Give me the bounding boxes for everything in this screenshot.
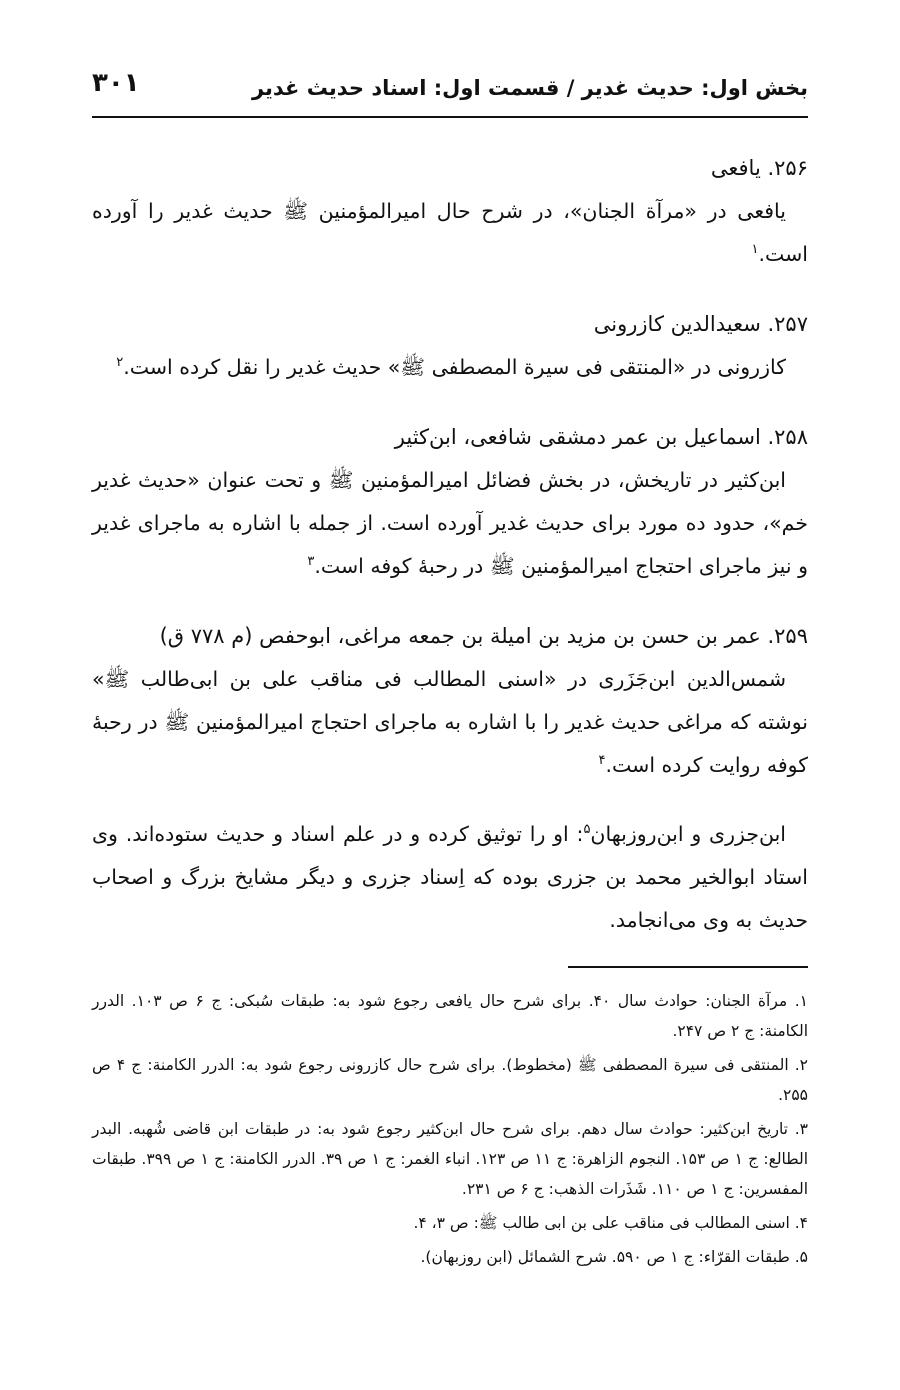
footnote-5: ۵. طبقات القرّاء: ج ۱ ص ۵۹۰. شرح الشمائل (ابن روزبهان). xyxy=(420,1248,808,1266)
footnote-ref[interactable]: ۵ xyxy=(583,822,591,838)
footnote-4: ۴. اسنی المطالب فی مناقب علی بن ابی طالب ﷺ: ص ۳، ۴. xyxy=(413,1214,808,1232)
entry-title: ۲۵۶. یافعی xyxy=(710,156,808,180)
entry-paragraph xyxy=(92,658,808,787)
entry-paragraph xyxy=(92,190,808,276)
footnote-ref[interactable]: ۴ xyxy=(598,753,606,769)
footnote-1: ۱. مرآة الجنان: حوادث سال ۴۰. برای شرح حال یافعی رجوع شود به: طبقات سُبکی: ج ۶ ص ۱۰۳. الدرر الکامنة: ج ۲ ص ۲۴۷. xyxy=(92,992,808,1040)
closing-paragraph xyxy=(92,813,808,942)
footnote-2: ۲. المنتقی فی سیرة المصطفی ﷺ (مخطوط). برای شرح حال کازرونی رجوع شود به: الدرر الکامنة: ج ۴ ص ۲۵۵. xyxy=(92,1056,808,1104)
footnote-ref[interactable]: ۲ xyxy=(116,355,124,371)
footnotes xyxy=(92,986,808,1276)
entry-257 xyxy=(92,302,808,389)
entry-paragraph xyxy=(92,346,808,389)
entry-text: ابن‌کثیر در تاریخش، در بخش فضائل امیرالمؤمنین ﷺ و تحت عنوان «حدیث غدیر خم»، حدود ده مورد برای حدیث غدیر آورده است. از جمله با اشاره به ماجرای غدیر و نیز ماجرای احتجاج امیرالمؤمنین ﷺ در رحبهٔ کوفه است. xyxy=(92,468,808,578)
running-header xyxy=(92,66,808,118)
entry-text: کازرونی در «المنتقی فی سیرة المصطفی ﷺ» حدیث غدیر را نقل کرده است. xyxy=(123,355,786,379)
page-number: ۳۰۱ xyxy=(92,68,140,98)
entry-text: شمس‌الدین ابن‌جَزَری در «اسنی المطالب فی مناقب علی بن ابی‌طالب ﷺ» نوشته که مراغی حدیث غدیر را با اشاره به ماجرای احتجاج امیرالمؤمنین ﷺ در رحبهٔ کوفه روایت کرده است. xyxy=(92,667,808,777)
entry-259 xyxy=(92,614,808,787)
chapter-title: بخش اول: حدیث غدیر / قسمت اول: اسناد حدیث غدیر xyxy=(251,76,808,100)
entry-paragraph xyxy=(92,459,808,588)
book-page xyxy=(92,0,808,1390)
entry-title: ۲۵۹. عمر بن حسن بن مزید بن امیلة بن جمعه مراغی، ابوحفص (م ۷۷۸ ق) xyxy=(159,624,808,648)
entry-title: ۲۵۷. سعیدالدین کازرونی xyxy=(593,312,808,336)
entry-title: ۲۵۸. اسماعیل بن عمر دمشقی شافعی، ابن‌کثیر xyxy=(394,425,808,449)
footnote-ref[interactable]: ۱ xyxy=(751,242,759,258)
entry-text: یافعی در «مرآة الجنان»، در شرح حال امیرالمؤمنین ﷺ حدیث غدیر را آورده است. xyxy=(92,199,808,266)
entry-256 xyxy=(92,146,808,276)
footnote-3: ۳. تاریخ ابن‌کثیر: حوادث سال دهم. برای شرح حال ابن‌کثیر رجوع شود به: در طبقات ابن قاضی شُهبه. البدر الطالع: ج ۱ ص ۱۵۳. النجوم الزاهرة: ج ۱۱ ص ۱۲۳. انباء الغمر: ج ۱ ص ۳۹. الدرر الکامنة: ج ۱ ص ۳۹۹. طبقات المفسرین: ج ۱ ص ۱۱۰. شَذَرات الذهب: ج ۶ ص ۲۳۱. xyxy=(92,1120,809,1198)
entry-258 xyxy=(92,415,808,588)
footnote-divider xyxy=(568,966,808,968)
footnote-ref[interactable]: ۳ xyxy=(307,554,315,570)
closing-text-end: : او را توثیق کرده و در علم اسناد و حدیث ستوده‌اند. وی استاد ابوالخیر محمد بن جزری بوده که اِسناد جزری و دیگر مشایخ بزرگ و اصحاب حدیث به وی می‌انجامد. xyxy=(92,822,808,932)
main-text xyxy=(92,146,808,942)
closing-text-start: ابن‌جزری و ابن‌روزبهان xyxy=(590,822,786,846)
